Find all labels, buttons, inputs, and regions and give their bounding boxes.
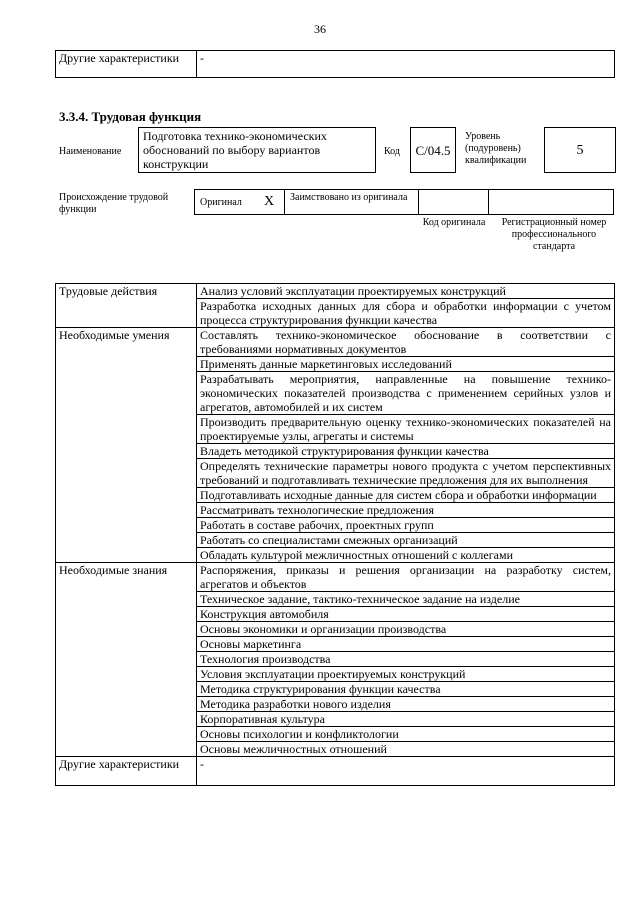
required-knowledge-item: Корпоративная культура	[197, 712, 615, 727]
required-skills-item: Составлять технико-экономическое обоснование в соответствии с требованиями нормативных документов	[197, 328, 615, 357]
required-knowledge-item: Технология производства	[197, 652, 615, 667]
original-label: Оригинал	[200, 197, 242, 208]
code-label: Код	[384, 146, 400, 157]
page-number: 36	[314, 22, 326, 36]
required-knowledge-item: Методика разработки нового изделия	[197, 697, 615, 712]
registration-number-caption: Регистрационный номер профессионального стандарта	[501, 217, 607, 252]
other-characteristics-label: Другие характеристики	[56, 51, 197, 78]
required-skills-item: Разрабатывать мероприятия, направленные на повышение технико-экономических показателей производства с применением серийных узлов и агрегатов, автомобилей и их систем	[197, 372, 615, 415]
required-knowledge-item: Распоряжения, приказы и решения организации на разработку систем, агрегатов и объектов	[197, 563, 615, 592]
required-knowledge-item: Техническое задание, тактико-техническое задание на изделие	[197, 592, 615, 607]
required-skills-item: Обладать культурой межличностных отношений с коллегами	[197, 548, 615, 563]
table-row	[56, 563, 615, 592]
table-row	[56, 328, 615, 357]
origin-label: Происхождение трудовой функции	[59, 192, 169, 215]
required-knowledge-item: Основы экономики и организации производства	[197, 622, 615, 637]
required-skills-item: Применять данные маркетинговых исследований	[197, 357, 615, 372]
required-knowledge-item: Основы психологии и конфликтологии	[197, 727, 615, 742]
required-knowledge-item: Конструкция автомобиля	[197, 607, 615, 622]
required-skills-item: Рассматривать технологические предложения	[197, 503, 615, 518]
table-row	[56, 284, 615, 299]
required-skills-item: Владеть методикой структурирования функции качества	[197, 444, 615, 459]
required-skills-item: Определять технические параметры нового продукта с учетом перспективных требований и подготавливать технические предложения для их выполнения	[197, 459, 615, 488]
labor-actions-label: Трудовые действия	[56, 284, 197, 328]
origin-divider-2	[418, 189, 419, 215]
required-skills-item: Работать в составе рабочих, проектных групп	[197, 518, 615, 533]
level-value: 5	[544, 127, 616, 173]
required-skills-label: Необходимые умения	[56, 328, 197, 563]
required-knowledge-item: Основы межличностных отношений	[197, 742, 615, 757]
other-characteristics-top-table	[55, 50, 615, 78]
required-knowledge-item: Методика структурирования функции качества	[197, 682, 615, 697]
name-label: Наименование	[59, 146, 122, 157]
section-title: 3.3.4. Трудовая функция	[59, 109, 202, 124]
required-knowledge-item: Основы маркетинга	[197, 637, 615, 652]
required-skills-item: Подготавливать исходные данные для систем сбора и обработки информации	[197, 488, 615, 503]
required-knowledge-item: Условия эксплуатации проектируемых конструкций	[197, 667, 615, 682]
function-name-box: Подготовка технико-экономических обоснований по выбору вариантов конструкции	[138, 127, 376, 173]
other-characteristics-value: -	[197, 757, 615, 786]
other-characteristics-value: -	[197, 51, 615, 78]
labor-actions-item: Анализ условий эксплуатации проектируемых конструкций	[197, 284, 615, 299]
labor-actions-item: Разработка исходных данных для сбора и обработки информации с учетом процесса структурирования функции качества	[197, 299, 615, 328]
original-mark: X	[264, 194, 275, 209]
other-characteristics-label: Другие характеристики	[56, 757, 197, 786]
required-skills-item: Работать со специалистами смежных организаций	[197, 533, 615, 548]
borrowed-label: Заимствовано из оригинала	[290, 192, 408, 203]
required-skills-item: Производить предварительную оценку технико-экономических показателей на проектируемые узлы, агрегаты и системы	[197, 415, 615, 444]
code-original-caption: Код оригинала	[422, 217, 486, 228]
table-row	[56, 757, 615, 786]
level-label: Уровень (подуровень) квалификации	[465, 131, 527, 166]
required-knowledge-label: Необходимые знания	[56, 563, 197, 757]
origin-divider-1	[284, 189, 285, 215]
code-value: C/04.5	[410, 127, 456, 173]
origin-divider-3	[488, 189, 489, 215]
labor-function-table	[55, 283, 615, 786]
